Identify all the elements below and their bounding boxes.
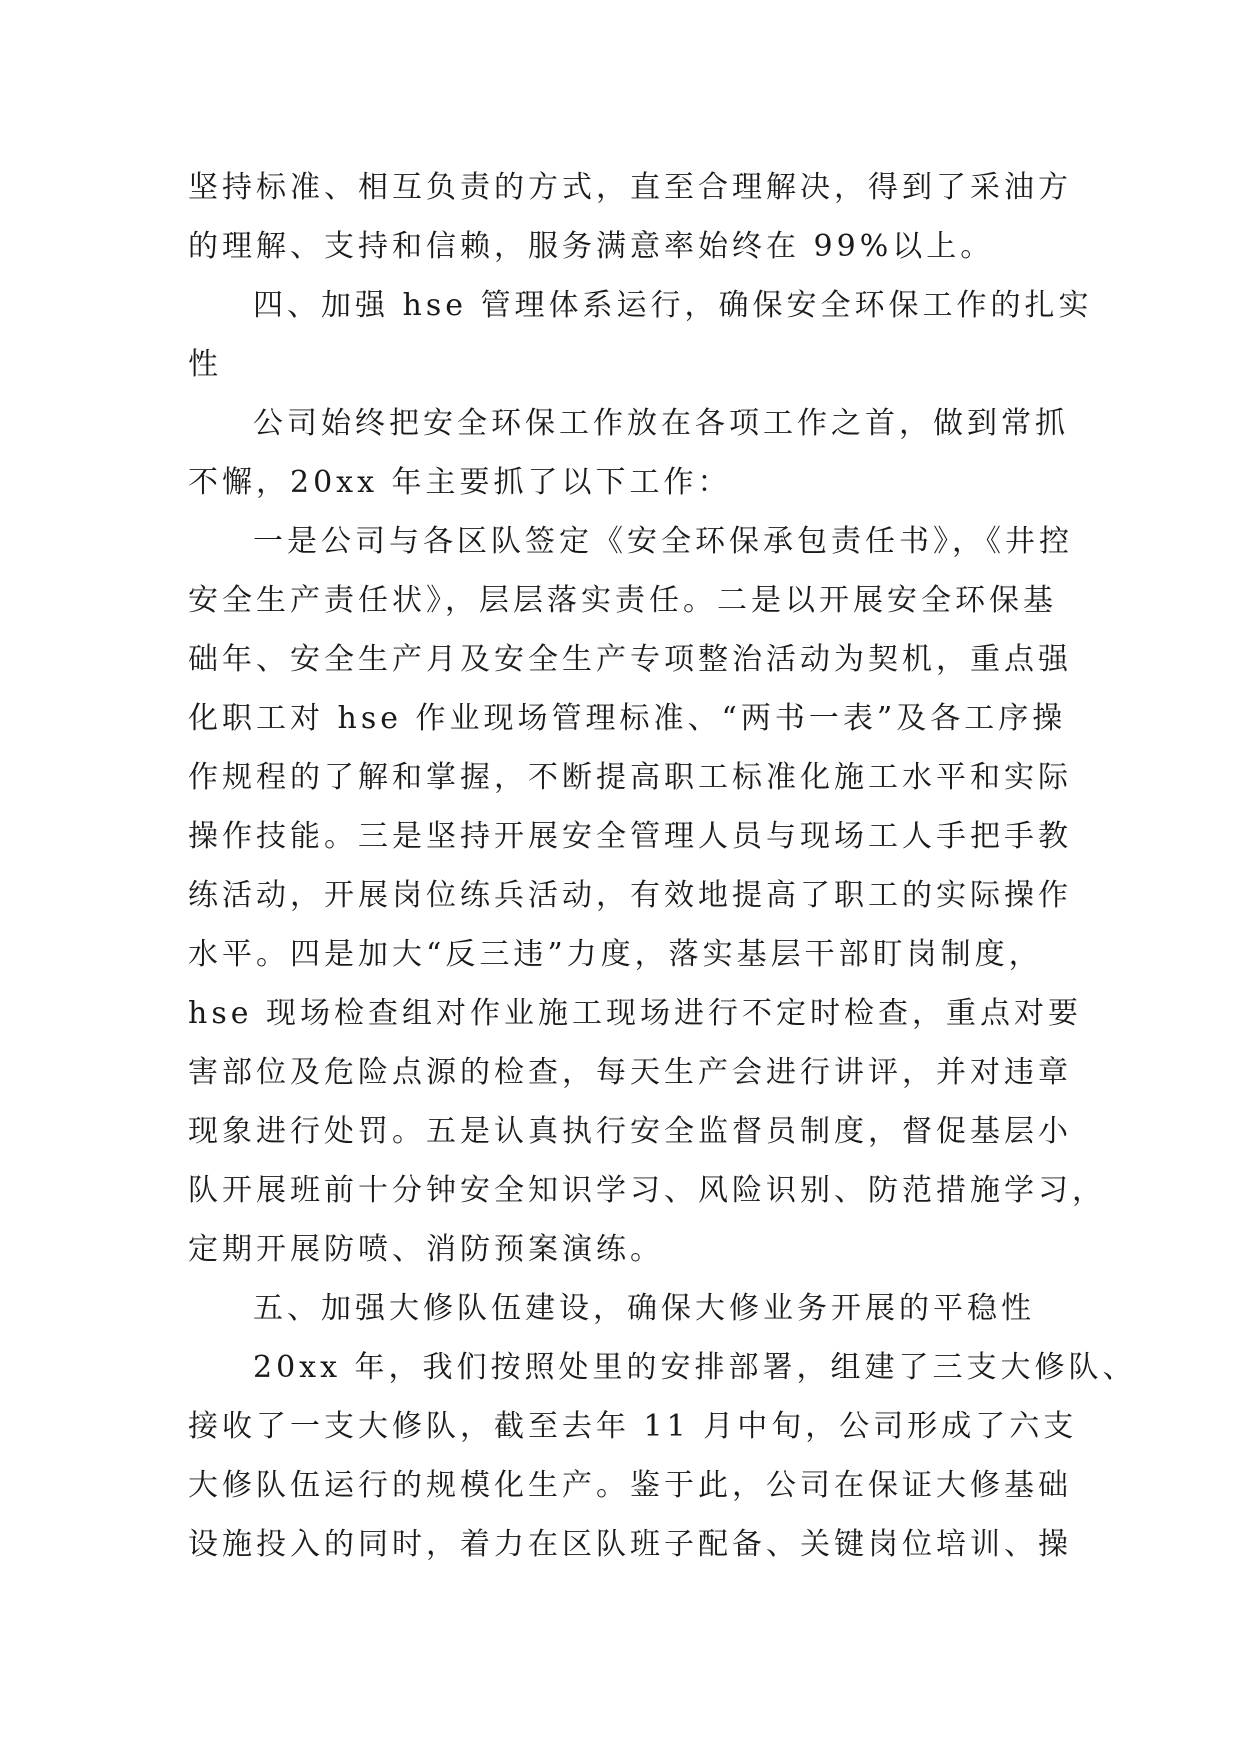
text-line: 化职工对 hse 作业现场管理标准、“两书一表”及各工序操 xyxy=(188,701,1067,736)
document-body xyxy=(188,158,1137,1574)
text-line: 的理解、支持和信赖，服务满意率始终在 99%以上。 xyxy=(188,229,995,264)
section-heading: 五、加强大修队伍建设，确保大修业务开展的平稳性 xyxy=(253,1291,1035,1326)
text-line: 大修队伍运行的规模化生产。鉴于此，公司在保证大修基础 xyxy=(188,1468,1072,1503)
section-heading: 性 xyxy=(188,347,222,382)
text-line: 安全生产责任状》，层层落实责任。二是以开展安全环保基 xyxy=(188,583,1057,618)
text-line: 20xx 年，我们按照处里的安排部署，组建了三支大修队、 xyxy=(253,1350,1137,1385)
text-line: 设施投入的同时，着力在区队班子配备、关键岗位培训、操 xyxy=(188,1527,1072,1562)
section-heading: 四、加强 hse 管理体系运行，确保安全环保工作的扎实 xyxy=(253,288,1093,323)
text-line: 定期开展防喷、消防预案演练。 xyxy=(188,1232,664,1267)
text-line: 坚持标准、相互负责的方式，直至合理解决，得到了采油方 xyxy=(188,170,1072,205)
text-line: hse 现场检查组对作业施工现场进行不定时检查，重点对要 xyxy=(188,996,1083,1031)
text-line: 现象进行处罚。五是认真执行安全监督员制度，督促基层小 xyxy=(188,1114,1072,1149)
text-line: 操作技能。三是坚持开展安全管理人员与现场工人手把手教 xyxy=(188,819,1072,854)
text-line: 公司始终把安全环保工作放在各项工作之首，做到常抓 xyxy=(253,406,1069,441)
text-line: 础年、安全生产月及安全生产专项整治活动为契机，重点强 xyxy=(188,642,1072,677)
text-line: 接收了一支大修队，截至去年 11 月中旬，公司形成了六支 xyxy=(188,1409,1078,1444)
text-line: 队开展班前十分钟安全知识学习、风险识别、防范措施学习， xyxy=(188,1173,1106,1208)
text-line: 害部位及危险点源的检查，每天生产会进行讲评，并对违章 xyxy=(188,1055,1072,1090)
text-line: 练活动，开展岗位练兵活动，有效地提高了职工的实际操作 xyxy=(188,878,1072,913)
text-line: 不懈，20xx 年主要抓了以下工作： xyxy=(188,465,732,500)
text-line: 水平。四是加大“反三违”力度，落实基层干部盯岗制度， xyxy=(188,937,1043,972)
text-line: 一是公司与各区队签定《安全环保承包责任书》，《井控 xyxy=(253,524,1073,559)
text-line: 作规程的了解和掌握，不断提高职工标准化施工水平和实际 xyxy=(188,760,1072,795)
